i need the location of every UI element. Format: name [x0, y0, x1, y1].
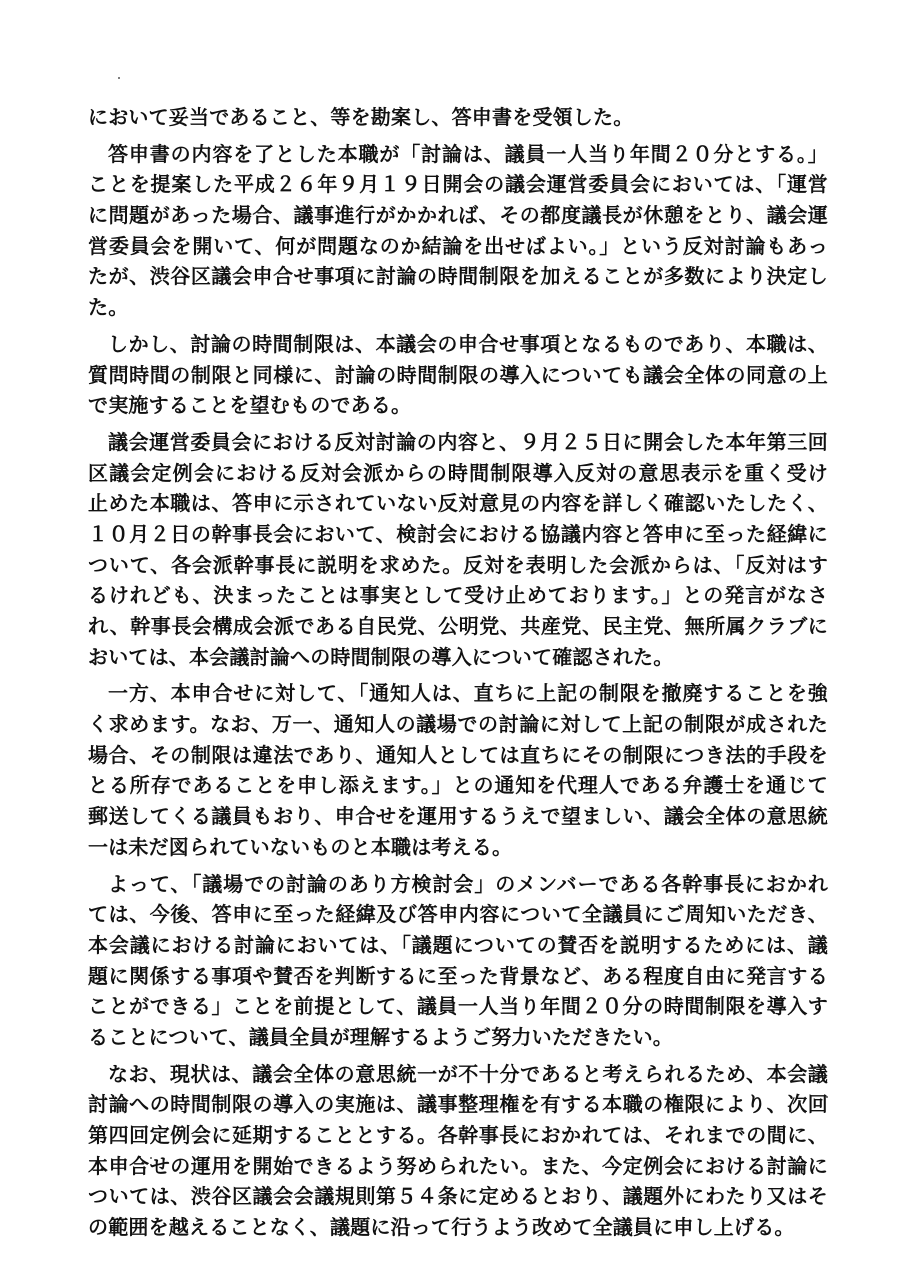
text-line: ついて、各会派幹事長に説明を求めた。反対を表明した会派からは、「反対はす — [88, 552, 828, 577]
text-line: おいては、本会議討論への時間制限の導入について確認された。 — [88, 644, 674, 669]
text-line: において妥当であること、等を勘案し、答申書を受領した。 — [88, 105, 634, 129]
paragraph — [88, 678, 828, 862]
paragraph — [88, 329, 828, 421]
text-line: なお、現状は、議会全体の意思統一が不十分であると考えられるため、本会議 — [108, 1061, 828, 1086]
text-line: 止めた本職は、答申に示されていない反対意見の内容を詳しく確認いたしたく、 — [88, 491, 828, 516]
text-line: ついては、渋谷区議会会議規則第５４条に定めるとおり、議題外にわたり又はそ — [88, 1184, 828, 1209]
text-line: れ、幹事長会構成会派である自民党、公明党、共産党、民主党、無所属クラブに — [88, 614, 828, 638]
text-line: 営委員会を開いて、何が問題なのか結論を出せばよい。」という反対討論もあっ — [88, 233, 828, 258]
paragraph — [88, 427, 828, 673]
text-line: １０月２日の幹事長会において、検討会における協議内容と答申に至った経緯に — [88, 521, 828, 546]
text-line: るけれども、決まったことは事実として受け止めております。」との発言がなさ — [88, 583, 828, 608]
text-line: 区議会定例会における反対会派からの時間制限導入反対の意思表示を重く受け — [88, 460, 828, 485]
text-line: 議会運営委員会における反対討論の内容と、９月２５日に開会した本年第三回 — [108, 429, 828, 454]
text-line: 一方、本申合せに対して、「通知人は、直ちに上記の制限を撤廃することを強 — [108, 681, 828, 706]
document-body — [88, 102, 828, 1243]
text-line: ことを提案した平成２６年９月１９日開会の議会運営委員会においては、「運営 — [88, 172, 828, 197]
text-line: 質問時間の制限と同様に、討論の時間制限の導入についても議会全体の同意の上 — [88, 362, 828, 387]
text-line: の範囲を越えることなく、議題に沿って行うよう改めて全議員に申し上げる。 — [88, 1215, 795, 1240]
text-line: 本会議における討論においては、「議題についての賛否を説明するためには、議 — [88, 932, 828, 957]
text-line: ては、今後、答申に至った経緯及び答申内容について全議員にご周知いただき、 — [88, 902, 828, 927]
text-line: たが、渋谷区議会申合せ事項に討論の時間制限を加えることが多数により決定し — [88, 264, 828, 289]
text-line: 討論への時間制限の導入の実施は、議事整理権を有する本職の権限により、次回 — [88, 1092, 828, 1117]
text-line: で実施することを望むものである。 — [88, 393, 412, 418]
paragraph — [88, 139, 828, 323]
text-line: 本申合せの運用を開始できるよう努められたい。また、今定例会における討論に — [88, 1153, 828, 1178]
text-line: た。 — [88, 295, 129, 320]
text-line: ることについて、議員全員が理解するようご努力いただきたい。 — [88, 1024, 673, 1049]
text-line: く求めます。なお、万一、通知人の議場での討論に対して上記の制限が成された — [88, 712, 828, 737]
paragraph — [88, 869, 828, 1053]
paragraph — [88, 102, 828, 133]
text-line: 題に関係する事項や賛否を判断するに至った背景など、ある程度自由に発言する — [88, 963, 828, 988]
text-line: 一は未だ図られていないものと本職は考える。 — [88, 834, 513, 859]
text-line: 郵送してくる議員もおり、申合せを運用するうえで望ましい、議会全体の意思統 — [88, 804, 828, 829]
text-line: ことができる」ことを前提として、議員一人当り年間２０分の時間制限を導入す — [88, 994, 828, 1019]
paragraph — [88, 1059, 828, 1243]
text-line: に問題があった場合、議事進行がかかれば、その都度議長が休憩をとり、議会運 — [88, 203, 828, 228]
text-line: とる所存であることを申し添えます。」との通知を代理人である弁護士を通じて — [88, 773, 828, 798]
text-line: 第四回定例会に延期することとする。各幹事長におかれては、それまでの間に、 — [88, 1123, 828, 1147]
text-line: しかし、討論の時間制限は、本議会の申合せ事項となるものであり、本職は、 — [108, 331, 828, 356]
text-line: 場合、その制限は違法であり、通知人としては直ちにその制限につき法的手段を — [88, 742, 828, 767]
text-line: 答申書の内容を了とした本職が「討論は、議員一人当り年間２０分とする。」 — [108, 141, 828, 166]
scan-speck — [118, 77, 120, 79]
text-line: よって、「議場での討論のあり方検討会」のメンバーである各幹事長におかれ — [108, 871, 828, 896]
